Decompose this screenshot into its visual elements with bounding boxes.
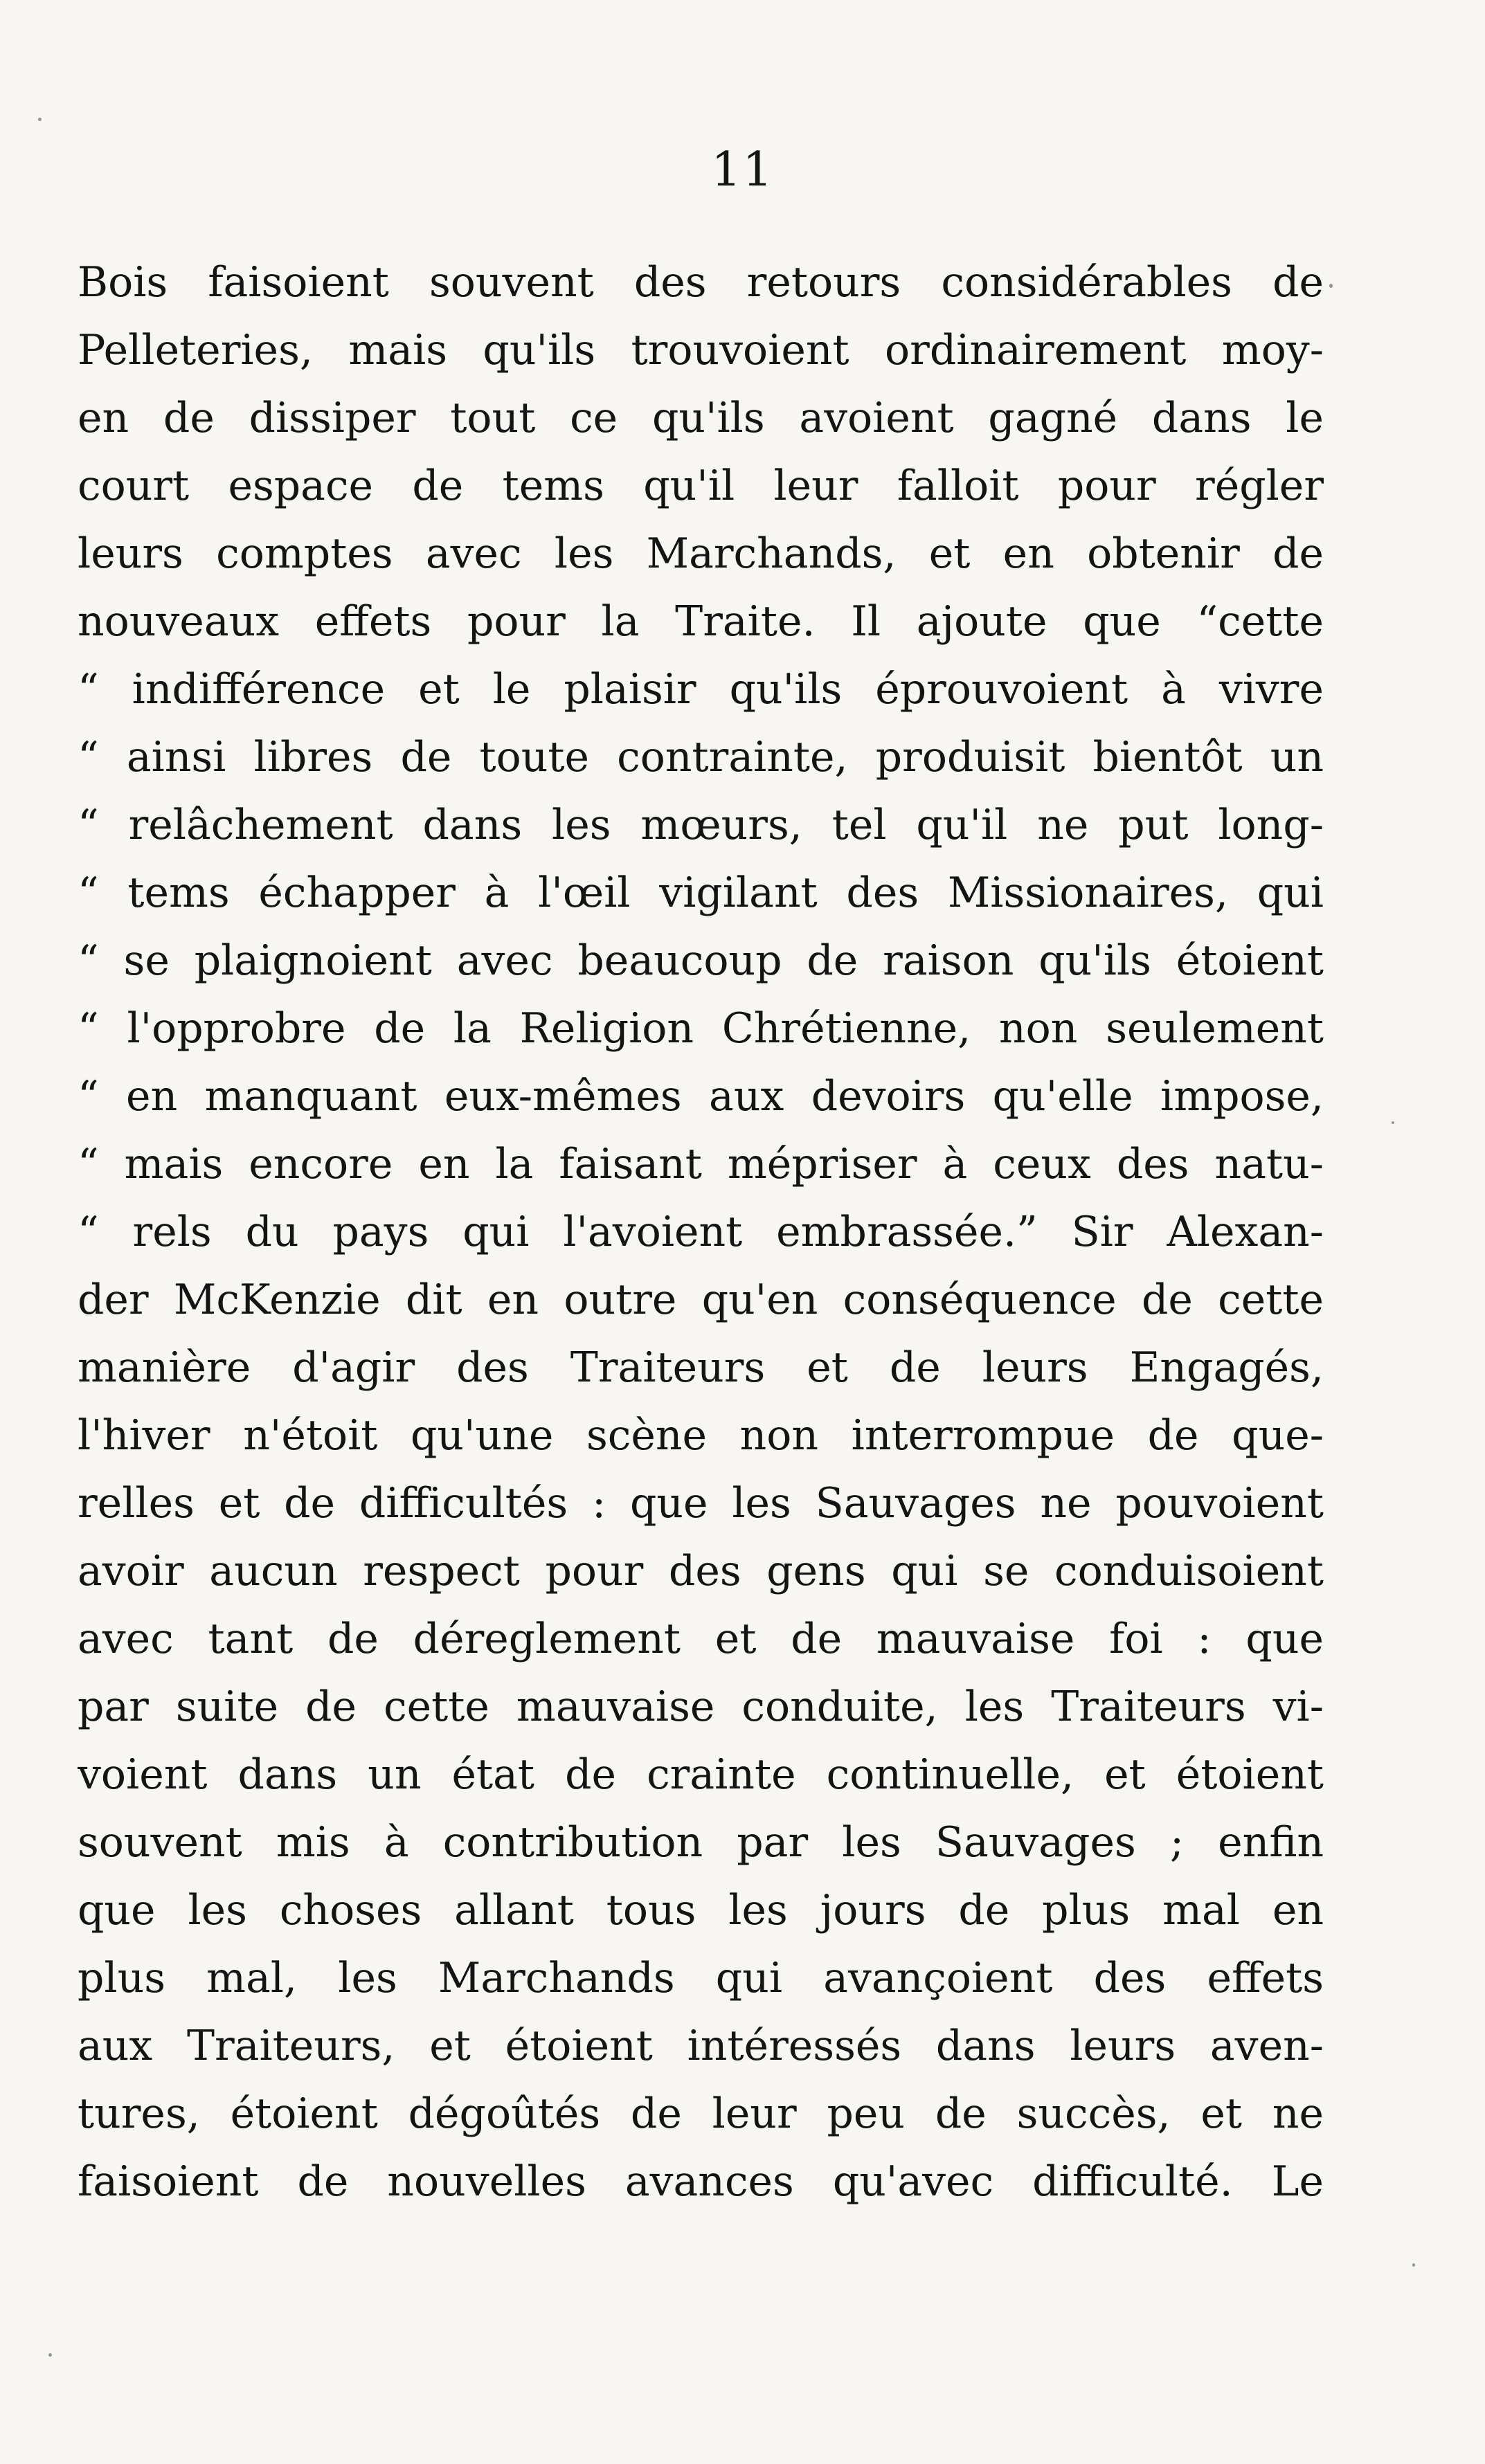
text-line: court espace de tems qu'il leur falloit pour régler xyxy=(78,462,1324,510)
text-line: souvent mis à contribution par les Sauvages ; enfin xyxy=(78,1818,1324,1867)
text-line: “ relâchement dans les mœurs, tel qu'il ne put long- xyxy=(78,801,1324,849)
text-line: avec tant de déreglement et de mauvaise foi : que xyxy=(78,1615,1324,1663)
text-line: leurs comptes avec les Marchands, et en obtenir de xyxy=(78,529,1324,578)
text-line: en de dissiper tout ce qu'ils avoient gagné dans le xyxy=(78,394,1324,442)
text-line: tures, étoient dégoûtés de leur peu de succès, et ne xyxy=(78,2090,1324,2138)
text-line: Bois faisoient souvent des retours considérables de xyxy=(78,258,1324,307)
scan-speck xyxy=(1412,2263,1415,2267)
text-line: faisoient de nouvelles avances qu'avec difficulté. Le xyxy=(78,2157,1324,2206)
text-line: relles et de difficultés : que les Sauvages ne pouvoient xyxy=(78,1479,1324,1528)
text-line: l'hiver n'étoit qu'une scène non interrompue de que- xyxy=(78,1411,1324,1460)
text-line: “ ainsi libres de toute contrainte, produisit bientôt un xyxy=(78,733,1324,781)
text-line: “ se plaignoient avec beaucoup de raison qu'ils étoient xyxy=(78,936,1324,985)
scan-speck xyxy=(1392,1121,1394,1124)
scan-speck xyxy=(38,118,42,121)
text-line: Pelleteries, mais qu'ils trouvoient ordinairement moy- xyxy=(78,326,1324,374)
body-text xyxy=(78,248,1324,2216)
text-line: “ l'opprobre de la Religion Chrétienne, non seulement xyxy=(78,1004,1324,1053)
text-line: que les choses allant tous les jours de plus mal en xyxy=(78,1886,1324,1935)
text-line: “ en manquant eux-mêmes aux devoirs qu'elle impose, xyxy=(78,1072,1324,1121)
text-line: plus mal, les Marchands qui avançoient des effets xyxy=(78,1954,1324,2002)
scan-speck xyxy=(1329,284,1333,288)
text-line: avoir aucun respect pour des gens qui se conduisoient xyxy=(78,1547,1324,1595)
text-line: aux Traiteurs, et étoient intéressés dans leurs aven- xyxy=(78,2022,1324,2070)
text-line: “ indifférence et le plaisir qu'ils éprouvoient à vivre xyxy=(78,665,1324,714)
text-line: der McKenzie dit en outre qu'en conséquence de cette xyxy=(78,1276,1324,1324)
text-line: “ rels du pays qui l'avoient embrassée.” Sir Alexan- xyxy=(78,1208,1324,1256)
text-line: manière d'agir des Traiteurs et de leurs Engagés, xyxy=(78,1343,1324,1392)
text-line: “ mais encore en la faisant mépriser à ceux des natu- xyxy=(78,1140,1324,1188)
text-line: par suite de cette mauvaise conduite, les Traiteurs vi- xyxy=(78,1683,1324,1731)
text-line: “ tems échapper à l'œil vigilant des Missionaires, qui xyxy=(78,869,1324,917)
scan-speck xyxy=(48,2353,52,2357)
text-line: voient dans un état de crainte continuelle, et étoient xyxy=(78,1750,1324,1799)
page-number: 11 xyxy=(711,143,774,197)
text-line: nouveaux effets pour la Traite. Il ajoute que “cette xyxy=(78,597,1324,646)
